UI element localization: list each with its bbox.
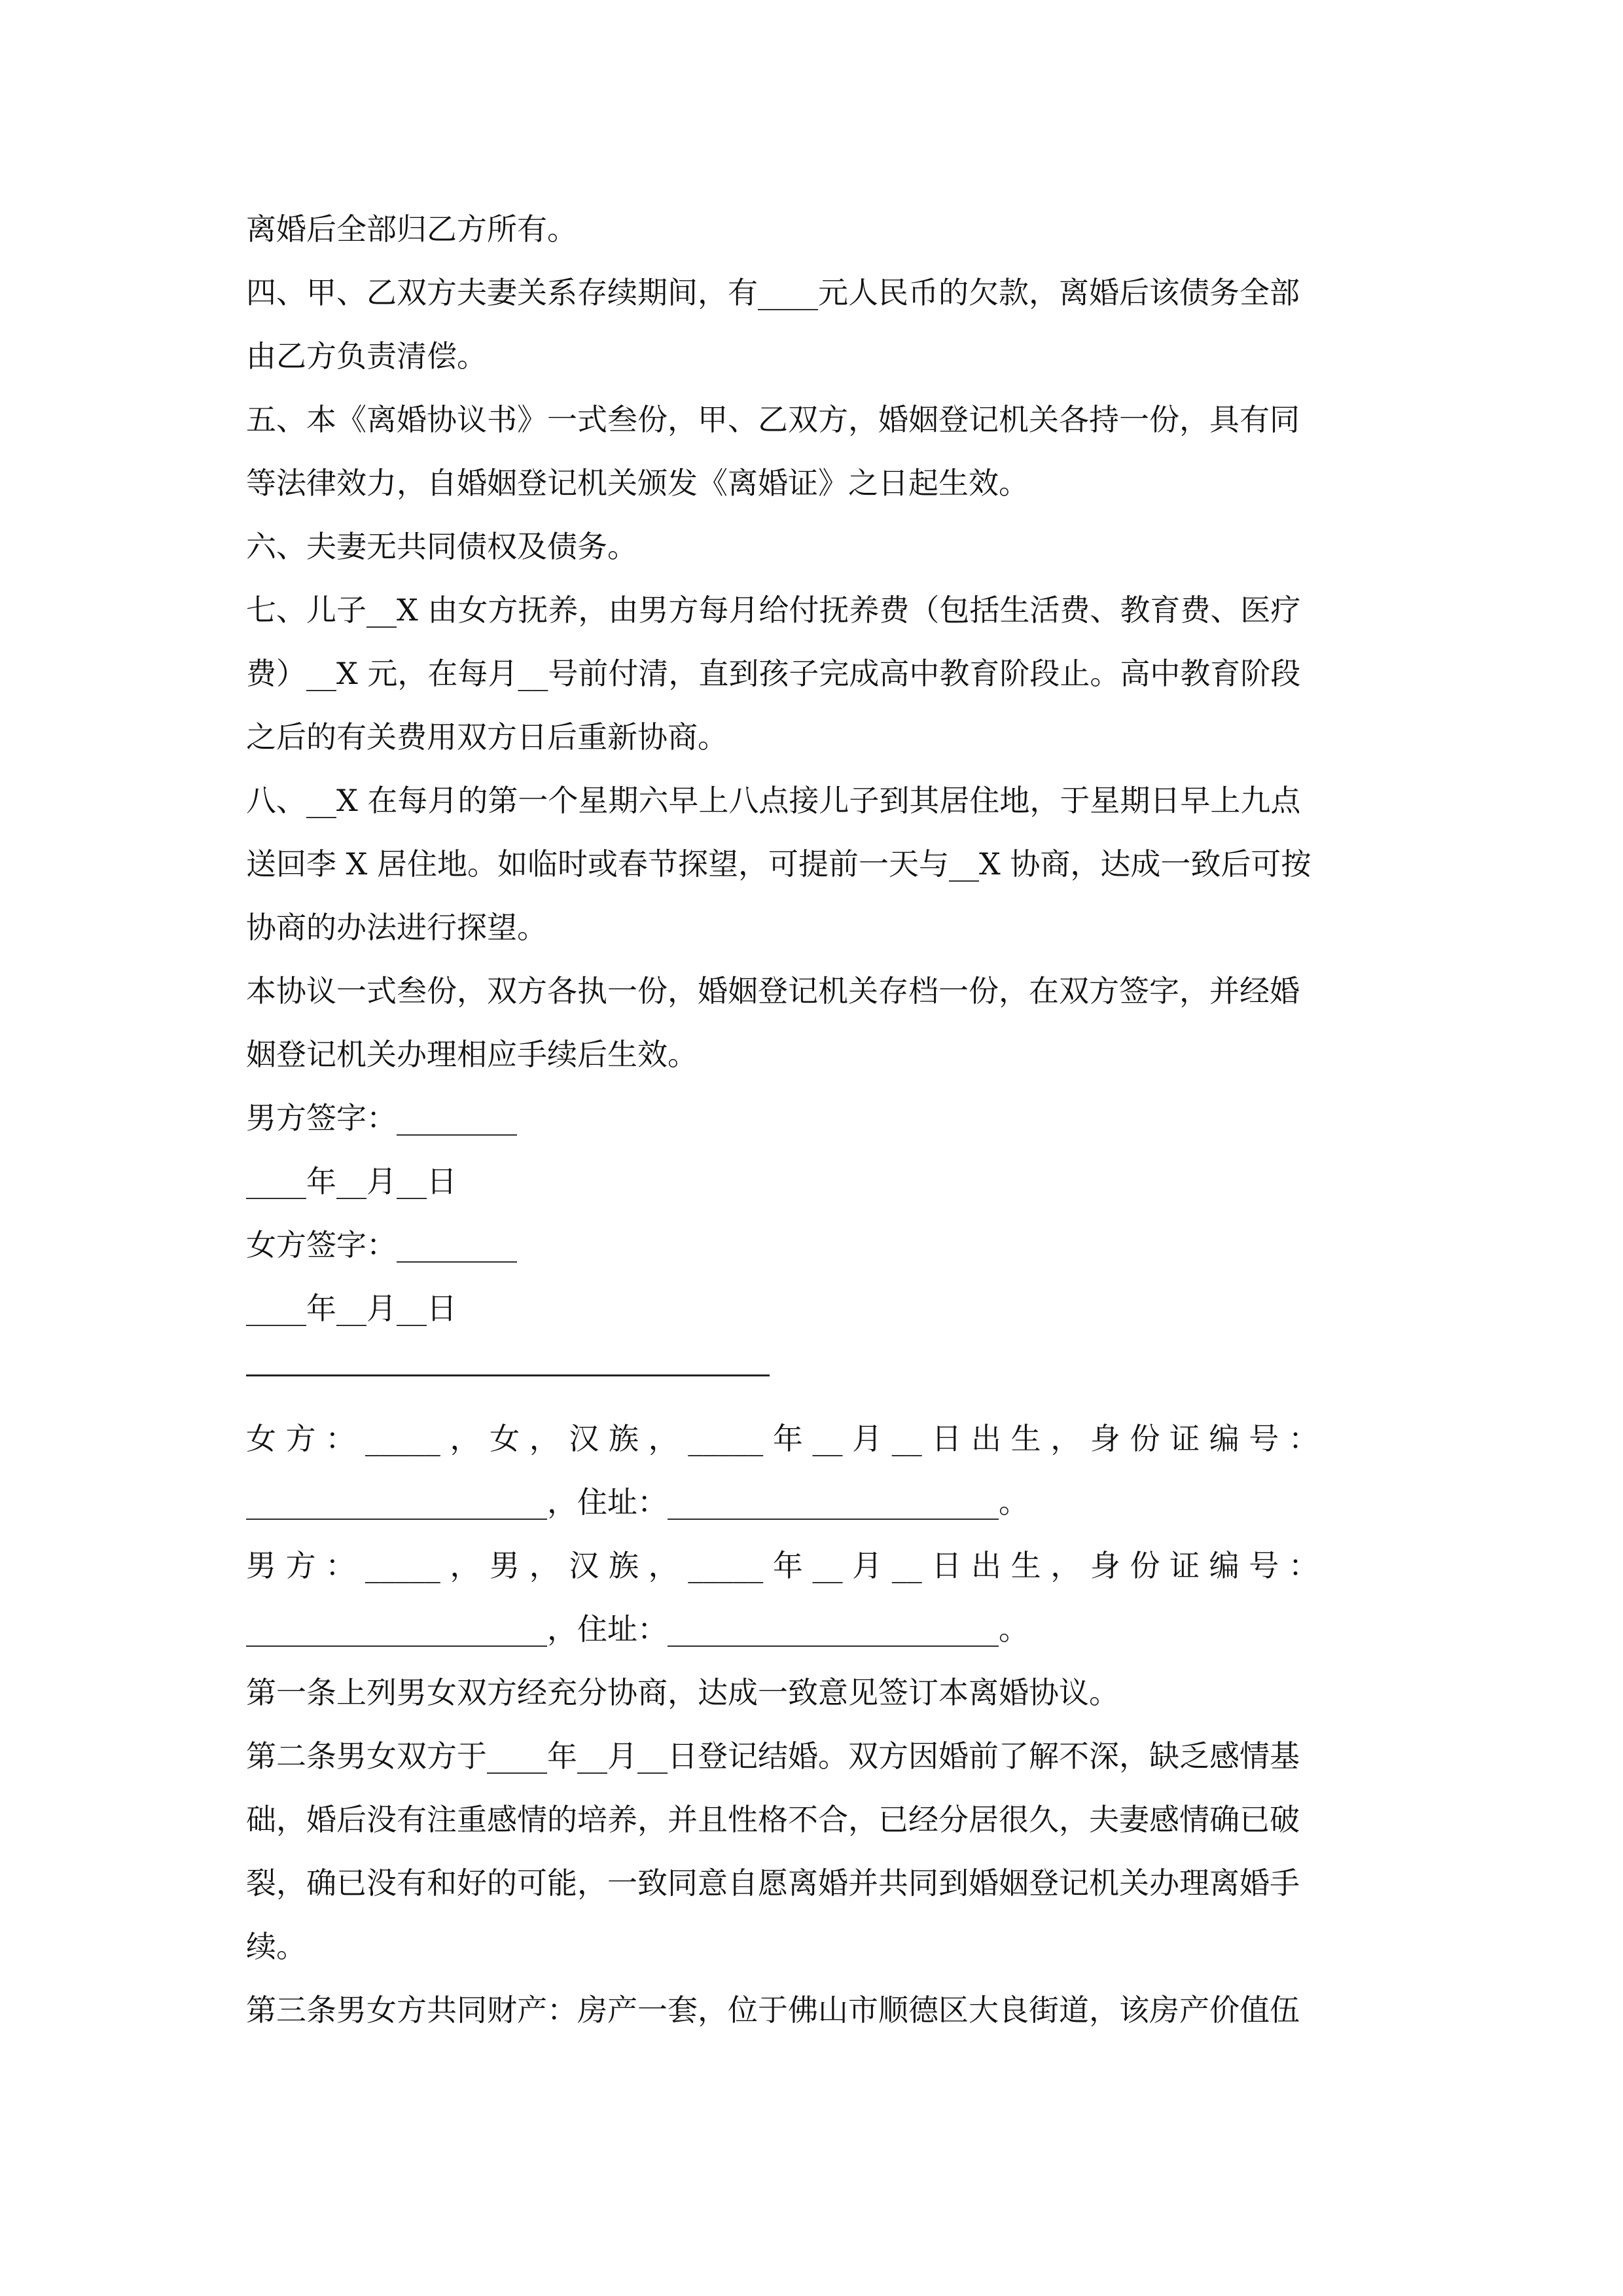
female-signature-line: 女方签字：________ xyxy=(246,1227,517,1263)
text-line: 离婚后全部归乙方所有。 xyxy=(246,211,577,247)
text-line: 协商的办法进行探望。 xyxy=(246,910,547,945)
text-line: 第三条男女方共同财产：房产一套，位于佛山市顺德区大良街道，该房产价值伍 xyxy=(246,1992,1300,2028)
text-line: 续。 xyxy=(246,1929,306,1964)
female-party-info: 女 方 ： _____ ， 女 ， 汉 族 ， _____ 年 __ 月 __ 日 出 生 ， 身 份 证 编 号 ： xyxy=(246,1421,1319,1456)
male-party-info: 男 方 ： _____ ， 男 ， 汉 族 ， _____ 年 __ 月 __ 日 出 生 ， 身 份 证 编 号 ： xyxy=(246,1548,1319,1583)
text-line: 送回李 X 居住地。如临时或春节探望，可提前一天与__X 协商，达成一致后可按 xyxy=(246,846,1311,882)
text-line: 费）__X 元，在每月__号前付清，直到孩子完成高中教育阶段止。高中教育阶段 xyxy=(246,656,1301,691)
text-line: 第一条上列男女双方经充分协商，达成一致意见签订本离婚协议。 xyxy=(246,1675,1119,1710)
text-line: 本协议一式叁份，双方各执一份，婚姻登记机关存档一份，在双方签字，并经婚 xyxy=(246,973,1300,1009)
female-signature-date: ____年__月__日 xyxy=(246,1291,457,1326)
text-line: 八、__X 在每月的第一个星期六早上八点接儿子到其居住地，于星期日早上九点 xyxy=(246,783,1301,818)
text-line: 六、夫妻无共同债权及债务。 xyxy=(246,529,637,564)
text-line: 七、儿子__X 由女方抚养，由男方每月给付抚养费（包括生活费、教育费、医疗 xyxy=(246,592,1301,628)
text-line: 础，婚后没有注重感情的培养，并且性格不合，已经分居很久，夫妻感情确已破 xyxy=(246,1802,1300,1837)
text-line: 之后的有关费用双方日后重新协商。 xyxy=(246,719,728,755)
text-line: 裂，确已没有和好的可能，一致同意自愿离婚并共同到婚姻登记机关办理离婚手 xyxy=(246,1865,1300,1901)
text-line: 姻登记机关办理相应手续后生效。 xyxy=(246,1037,698,1072)
text-line: 四、甲、乙双方夫妻关系存续期间，有____元人民币的欠款，离婚后该债务全部 xyxy=(246,275,1300,310)
text-line: 五、本《离婚协议书》一式叁份，甲、乙双方，婚姻登记机关各持一份，具有同 xyxy=(246,402,1300,437)
female-party-address: ____________________，住址：______________________。 xyxy=(246,1484,1029,1520)
male-signature-line: 男方签字：________ xyxy=(246,1100,517,1136)
male-party-address: ____________________，住址：______________________。 xyxy=(246,1611,1029,1647)
section-divider xyxy=(246,1374,770,1376)
text-line: 由乙方负责清偿。 xyxy=(246,338,487,374)
male-signature-date: ____年__月__日 xyxy=(246,1164,457,1199)
text-line: 等法律效力，自婚姻登记机关颁发《离婚证》之日起生效。 xyxy=(246,465,1029,501)
text-line: 第二条男女双方于____年__月__日登记结婚。双方因婚前了解不深，缺乏感情基 xyxy=(246,1738,1300,1774)
